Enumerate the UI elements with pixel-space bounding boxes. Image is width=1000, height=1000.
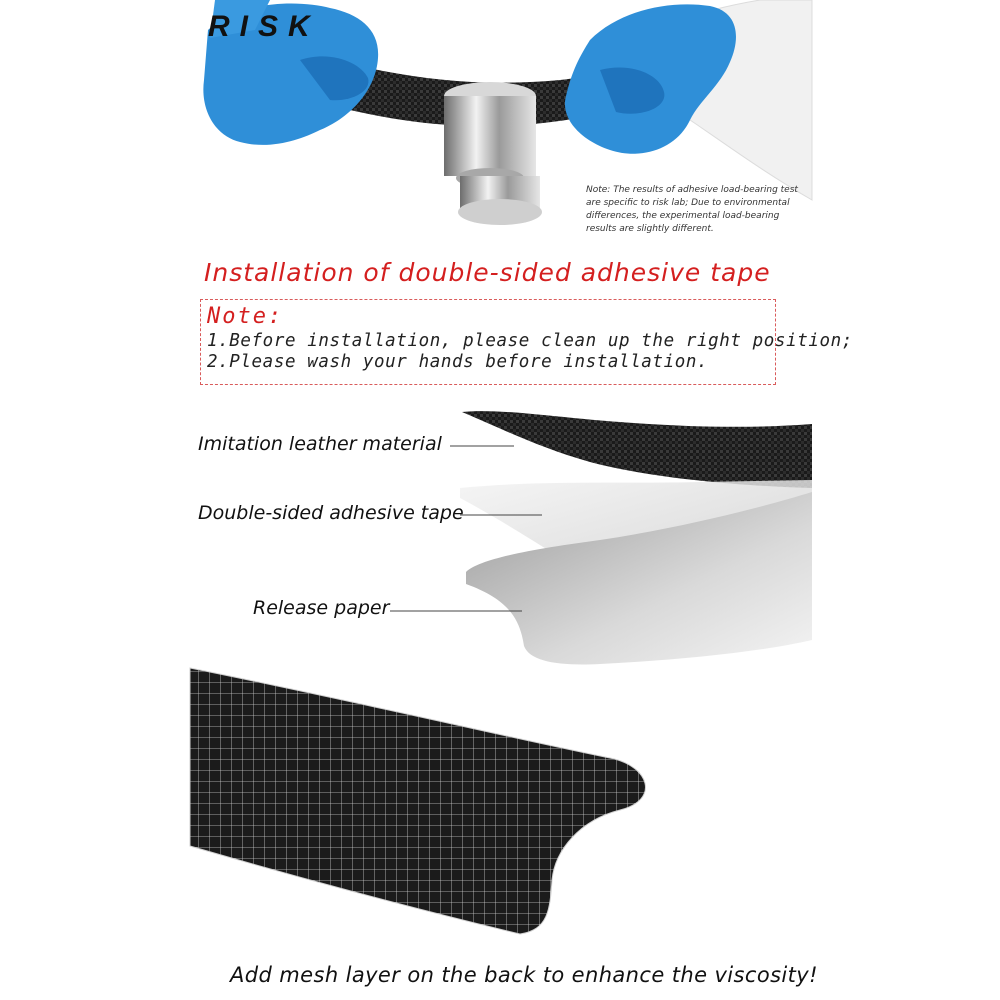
label-adhesive-tape: Double-sided adhesive tape (198, 502, 464, 524)
load-test-note-line: differences, the experimental load-bearing (586, 211, 780, 221)
installation-note-line: 1.Before installation, please clean up the right position; (207, 331, 853, 351)
load-test-note-line: are specific to risk lab; Due to environmental (586, 198, 790, 208)
load-test-note (586, 184, 816, 236)
load-test-note-line: Note: The results of adhesive load-bearing test (586, 185, 798, 195)
mesh-backing-sheet (190, 668, 645, 934)
label-release-paper: Release paper (253, 597, 390, 619)
installation-note-heading: Note: (207, 304, 284, 329)
test-weight-icon (444, 82, 542, 225)
leather-layer (462, 411, 812, 488)
risk-logo: RISK (208, 10, 320, 43)
label-leather-material: Imitation leather material (198, 433, 442, 455)
installation-title: Installation of double-sided adhesive tape (204, 258, 771, 287)
installation-note-line: 2.Please wash your hands before installation. (207, 352, 709, 372)
load-test-note-line: results are slightly different. (586, 224, 714, 234)
mesh-caption: Add mesh layer on the back to enhance the viscosity! (230, 963, 818, 987)
